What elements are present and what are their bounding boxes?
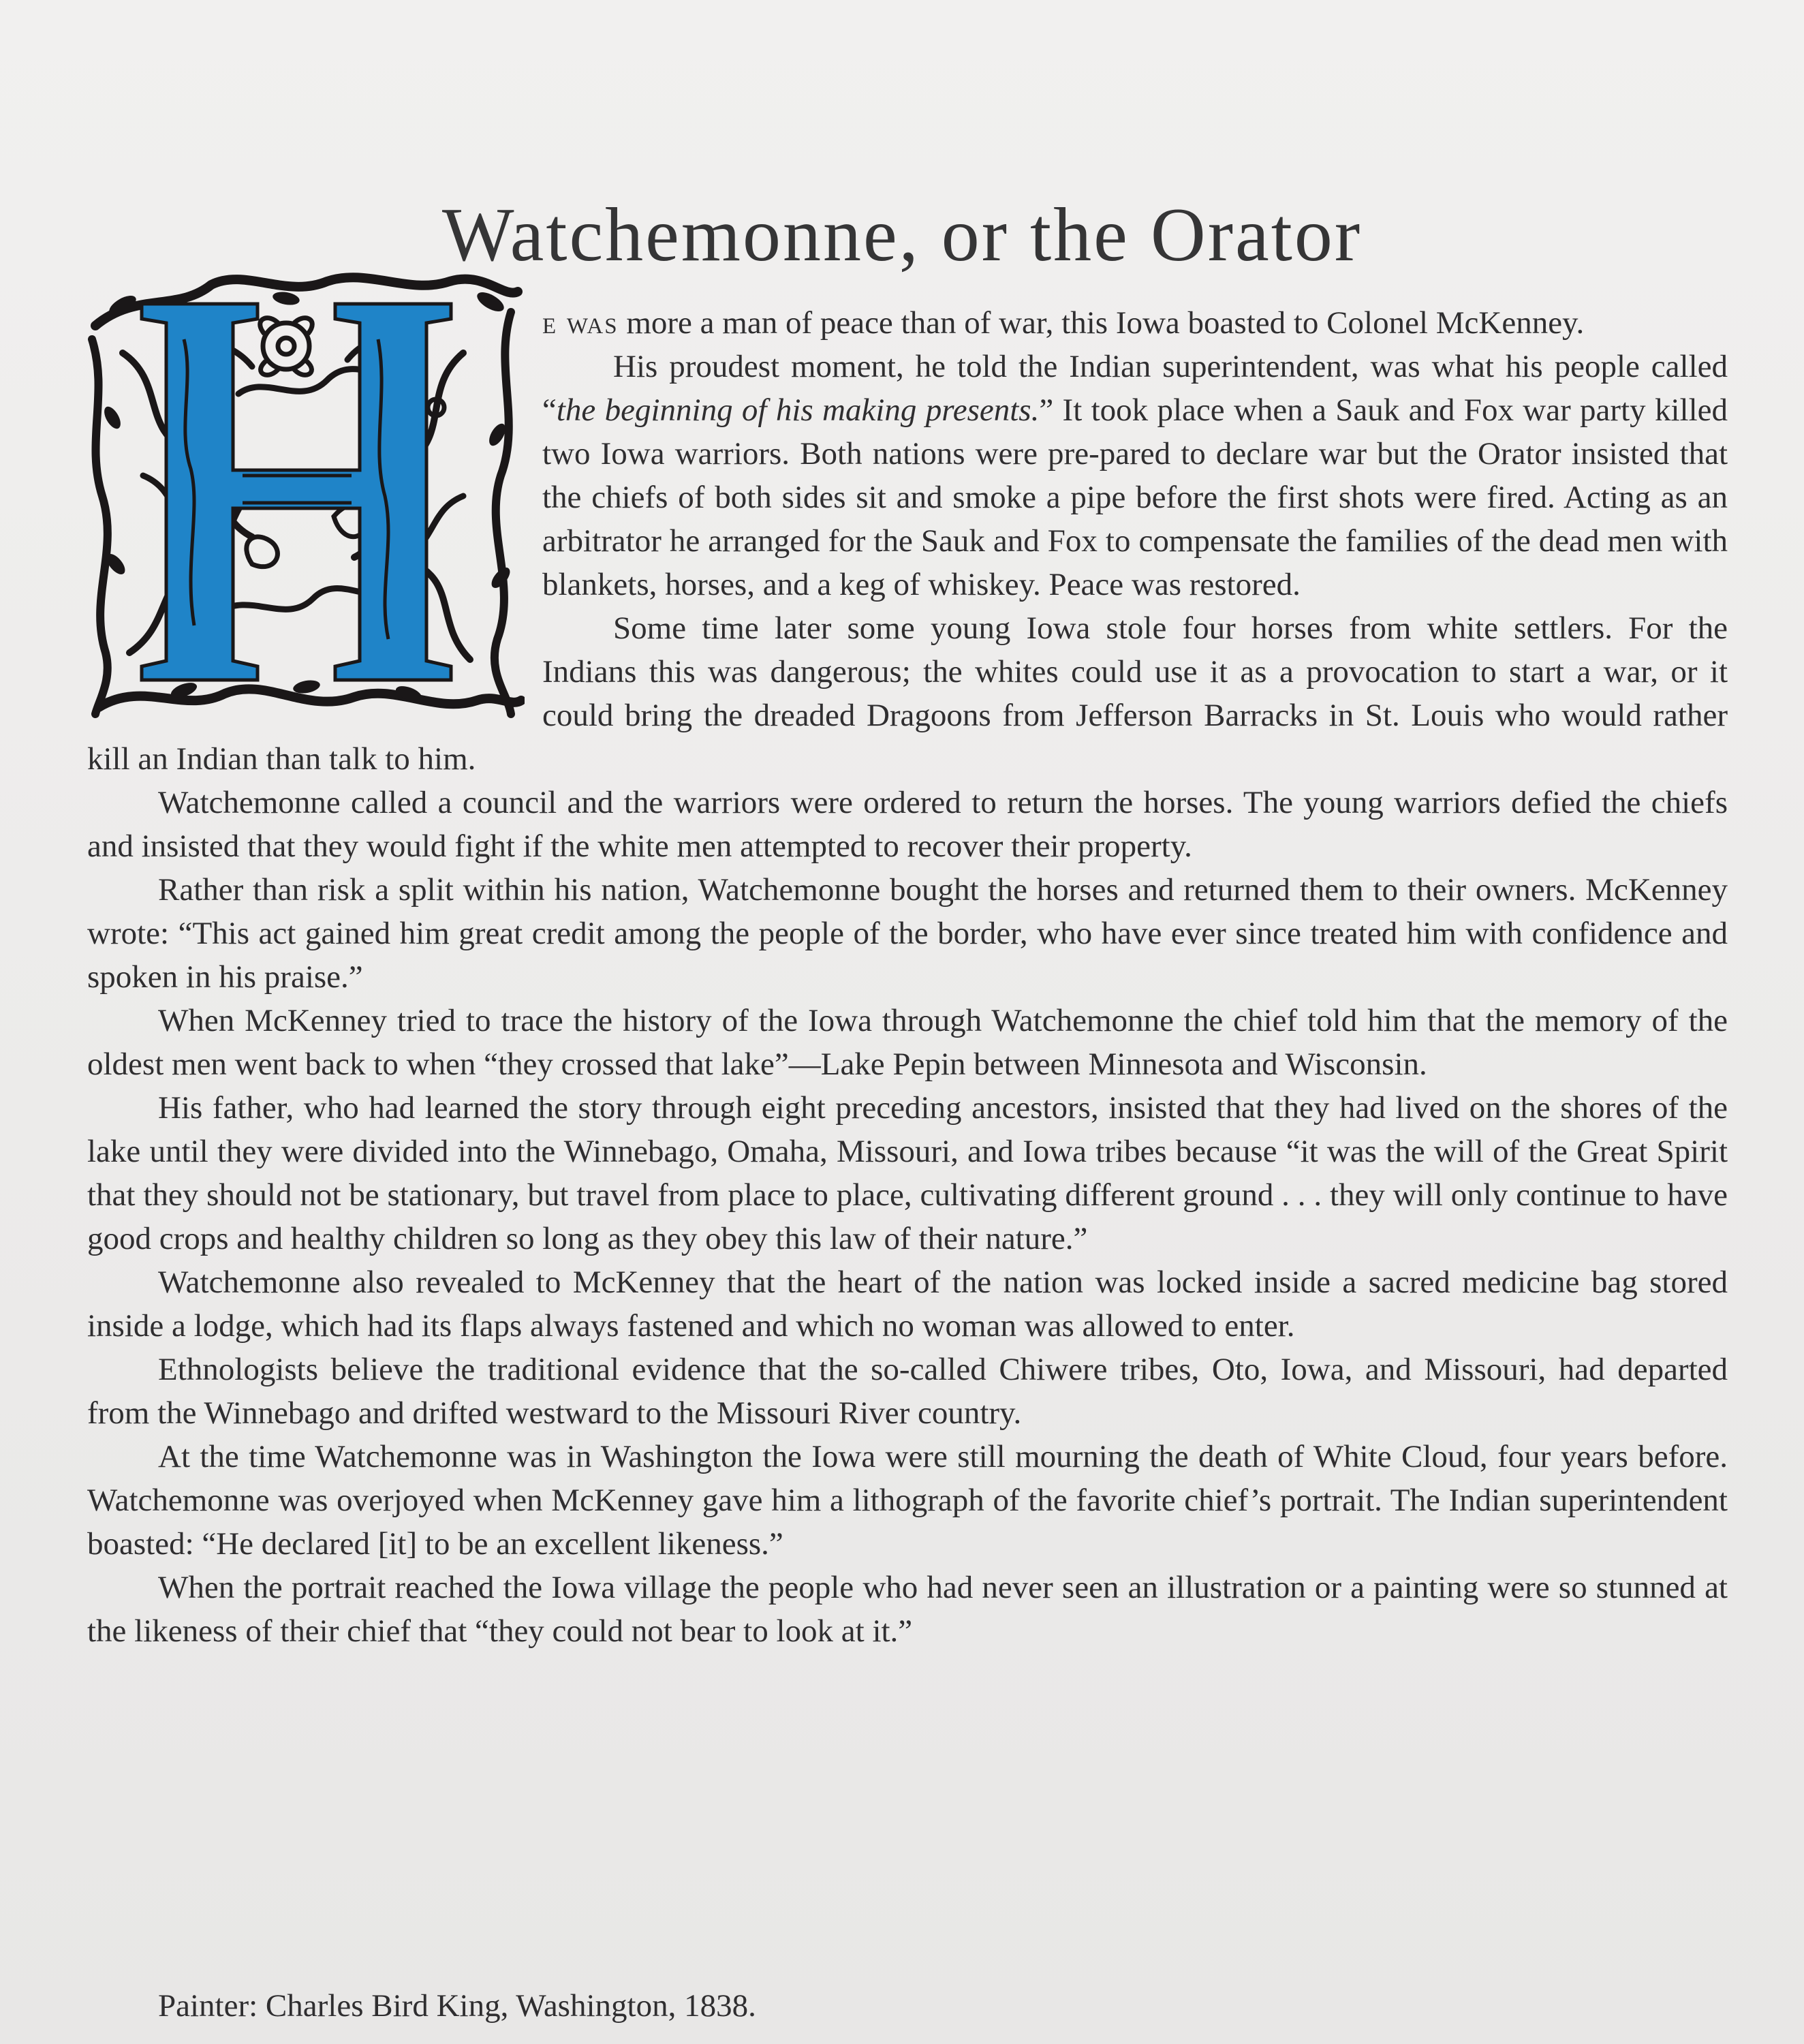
paragraph-9: Ethnologists believe the traditional evidence that the so-called Chiwere tribes, Oto, Iowa, and Missouri, had departed from the Winnebago and drifted westward to the Missouri River country. bbox=[87, 1352, 1728, 1431]
paragraph-5: Rather than risk a split within his nation, Watchemonne bought the horses and returned them to their owners. McKenney wrote: “This act gained him great credit among the people of the border, who have ever since treated him with confidence and spoken in his praise.” bbox=[87, 872, 1728, 995]
paragraph-7: His father, who had learned the story through eight preceding ancestors, insisted that they had lived on the shores of the lake until they were divided into the Winnebago, Omaha, Missouri, and Iowa tribes because “it was the will of the Great Spirit that they should not be stationary, but travel from place to place, cultivating different ground . . . they will only continue to have good crops and healthy children so long as they obey this law of their nature.” bbox=[87, 1090, 1728, 1256]
paragraph-8: Watchemonne also revealed to McKenney that the heart of the nation was locked inside a sacred medicine bag stored inside a lodge, which had its flaps always fastened and which no woman was allowed to enter. bbox=[87, 1265, 1728, 1344]
dropcap-spacer bbox=[87, 301, 542, 710]
paragraph-4: Watchemonne called a council and the warriors were ordered to return the horses. The young warriors defied the chiefs and insisted that they would fight if the white men attempted to recover their property. bbox=[87, 785, 1728, 864]
paragraph-2-text-b: ” It took place when a Sauk and Fox war party killed two Iowa warriors. Both nations were pre-pared to declare war but the Orator insisted that the chiefs of both sides sit and smoke a pipe before the first shots were fired. Acting as an arbitrator he arranged for the Sauk and Fox to compensate the families of the dead men with blankets, horses, and a keg of whiskey. Peace was restored. bbox=[542, 392, 1728, 602]
paragraph-11: When the portrait reached the Iowa village the people who had never seen an illustration or a painting were so stunned at the likeness of their chief that “they could not bear to look at it.” bbox=[87, 1570, 1728, 1649]
paragraph-6: When McKenney tried to trace the history of the Iowa through Watchemonne the chief told him that the memory of the oldest men went back to when “they crossed that lake”—Lake Pepin between Minnesota and Wisconsin. bbox=[87, 1003, 1728, 1082]
paragraph-10: At the time Watchemonne was in Washington the Iowa were still mourning the death of White Cloud, four years before. Watchemonne was overjoyed when McKenney gave him a lithograph of the favorite chief’s portrait. The Indian superintendent boasted: “He declared [it] to be an excellent likeness.” bbox=[87, 1439, 1728, 1562]
paragraph-2-text-a: His proudest moment, he told the Indian superintendent, was what his people called “ bbox=[542, 349, 1728, 428]
painter-credit: Painter: Charles Bird King, Washington, 1838. bbox=[158, 1988, 756, 2024]
page-title: Watchemonne, or the Orator bbox=[441, 193, 1363, 278]
dropcap-continuation: e was bbox=[542, 305, 619, 341]
article-body bbox=[87, 301, 1728, 1653]
paragraph-3: Some time later some young Iowa stole four horses from white settlers. For the Indians this was dangerous; the whites could use it as a provocation to start a war, or it could bring the dreaded Dragoons from Jefferson Barracks in St. Louis who would rather kill an Indian than talk to him. bbox=[87, 610, 1728, 777]
paragraph-2-italic-quote: the beginning of his making presents. bbox=[556, 392, 1040, 428]
paragraph-1-text: more a man of peace than of war, this Iowa boasted to Colonel McKenney. bbox=[618, 305, 1585, 341]
